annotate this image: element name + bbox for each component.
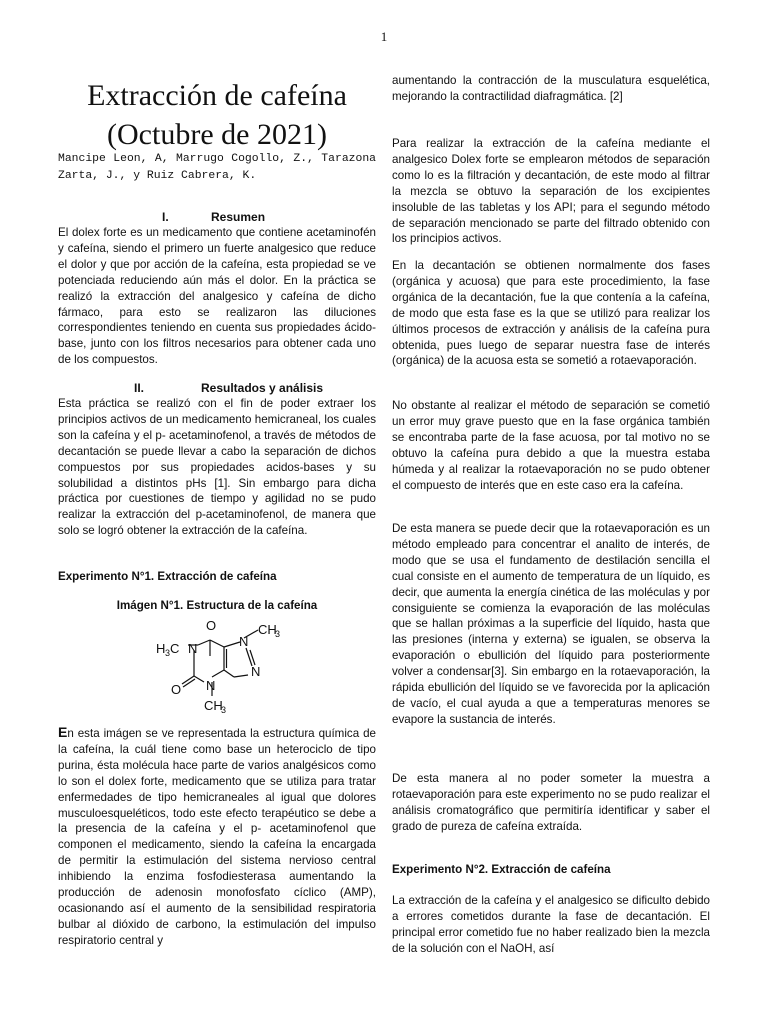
atom-nitrogen-left: N	[188, 641, 198, 656]
right-paragraph-5: De esta manera se puede decir que la rotaevaporación es un método empleado para concentrar el analito de interés, de modo que se usa el fundamento de destilación sencilla el cual consiste en el aumento de temperatura de un líquido, es decir, que aumenta la energía cinética de las moléculas y por consiguiente se comienza la evaporación de las moléculas que se hallan próximas a la superficie del líquido, hasta que las presiones (interna y externa) se igualen, se observa la evaporación o ebullición del líquido para posteriormente volver a condensar[3]. Sin embargo en la rotaevaporación, la rápida ebullición del líquido se ve favorecida por la aplicación de vacío, el cual ayuda a que a temperaturas menores se evapore la sustancia de interés.	[392, 522, 710, 726]
drop-letter: E	[58, 724, 68, 740]
title-line-2: (Octubre de 2021)	[107, 118, 327, 151]
experiment-1-title: Experimento N°1. Extracción de cafeína	[58, 570, 277, 583]
right-paragraph-3: En la decantación se obtienen normalmente dos fases (orgánica y acuosa) que para este procedimiento, la fase orgánica de la decantación, fue la que contenía a la cafeína, de modo que esta fase es la que se utilizó para realizar los últimos procesos de extracción y análisis de la cafeína pura obtenida, pues luego de separar nuestra fase de interés (orgánica) de la acuosa esta se sometió a rotaevaporación.	[392, 259, 710, 368]
section-number: I.	[162, 210, 169, 224]
atom-oxygen-top: O	[206, 618, 217, 633]
experiment-2-title: Experimento N°2. Extracción de cafeína	[392, 863, 611, 876]
section-number: II.	[134, 381, 145, 395]
right-paragraph-2: Para realizar la extracción de la cafeína mediante el analgesico Dolex forte se emplearon métodos de separación como lo es la filtración y decantación, de este modo al filtrar la mezcla se obtuvo la separación de los excipientes insoluble de las tabletas y los API; para el segundo método de separación mencionado se parte del filtrado obtenido con los principios activos.	[392, 137, 710, 246]
title-line-1: Extracción de cafeína	[87, 79, 347, 112]
methyl-left-h: H	[156, 641, 166, 656]
right-paragraph-6: De esta manera al no poder someter la muestra a rotaevaporación para este experimento no se pudo realizar el análisis cromatográfico que permitiría identificar y saber el grado de pureza de cafeína extraída.	[392, 772, 710, 833]
methyl-left-sub: 3	[165, 648, 171, 658]
page-number: 1	[380, 29, 388, 44]
atom-nitrogen-bottom: N	[206, 678, 216, 693]
atom-nitrogen-ring: N	[251, 664, 261, 679]
atom-oxygen-left: O	[171, 682, 182, 697]
figure-description	[58, 725, 376, 949]
methyl-top-right-sub: 3	[275, 629, 281, 639]
right-paragraph-1: aumentando la contracción de la musculatura esquelética, mejorando la contractilidad diafragmática. [2]	[392, 74, 710, 103]
caffeine-structure	[148, 614, 298, 726]
figure-description-text: n esta imágen se ve representada la estructura química de la cafeína, la cuál tiene como base un heterociclo de tipo purina, ésta molécula hace parte de varios analgésicos como lo son el dolex forte, medicamento que se utiliza para tratar enfermedades de tipo hemicraneales al igual que dolores musculoesqueléticos, todo este efecto terapéutico se debe a la presencia de la cafeína y el p- acetaminofenol que componen el medicamento, siendo la cafeína la encargada de permitir la estimulación del sistema nervioso central inhibiendo la enzima fosfodiesterasa aumentando la producción de adenosin monofosfato cíclico (AMP), ocasionando así el aumento de la sensibilidad respiratoria bulbar al dióxido de carbono, la estimulación del impulso respiratorio central y	[58, 727, 376, 947]
right-paragraph-4: No obstante al realizar el método de separación se cometió un error muy grave puesto que en la fase orgánica también se encontraba parte de la fase acuosa, por tal motivo no se obtuvo la cafeína pura debido a que la muestra estaba húmeda y al realizar la rotaevaporación no se pudo obtener el compuesto de interés que en este caso era la cafeína.	[392, 399, 710, 492]
resultados-text: Esta práctica se realizó con el fin de poder extraer los principios activos de un medicamento hemicraneal, los cuales son la cafeína y el p- acetaminofenol, a través de métodos de decantación se puede llevar a cabo la separación de dichos compuestos por sus propiedades acidos-bases y su solubilidad a distintos pHs [1]. Sin embargo para dicha práctica por cuestiones de tiempo y agilidad no se pudo realizar la extracción del p-acetaminofenol, de manera que solo se logró obtener la extracción de la cafeína.	[58, 397, 376, 538]
atom-nitrogen-right: N	[239, 634, 249, 649]
figure-caption: Imágen N°1. Estructura de la cafeína	[116, 599, 318, 612]
methyl-bottom: CH	[204, 698, 223, 713]
right-paragraph-7: La extracción de la cafeína y el analgesico se dificulto debido a errores cometidos durante la fase de decantación. El principal error cometido fue no haber realizado bien la mezcla de la solución con el NaOH, así	[392, 894, 710, 955]
methyl-bottom-sub: 3	[221, 705, 227, 715]
paper-title	[58, 76, 376, 154]
resumen-text: El dolex forte es un medicamento que contiene acetaminofén y cafeína, siendo el primero un fuerte analgesico que reduce el dolor y que por acción de la cafeína, esta propiedad se ve potenciada reduciendo aún más el dolor. En la práctica se realizó la extracción del analgesico y cafeína de dicho fármaco, para esto se realizaron las diluciones correspondientes teniendo en cuenta sus propiedades ácido-base, junto con los filtros necesarios para obtener cada uno de los compuestos.	[58, 226, 376, 367]
methyl-top-right: CH	[258, 622, 277, 637]
methyl-left-c: C	[170, 641, 180, 656]
section-title: Resultados y análisis	[201, 381, 324, 395]
section-title: Resumen	[211, 210, 266, 224]
authors: Mancipe Leon, A, Marrugo Cogollo, Z., Tarazona Zarta, J., y Ruiz Cabrera, K.	[58, 153, 376, 182]
